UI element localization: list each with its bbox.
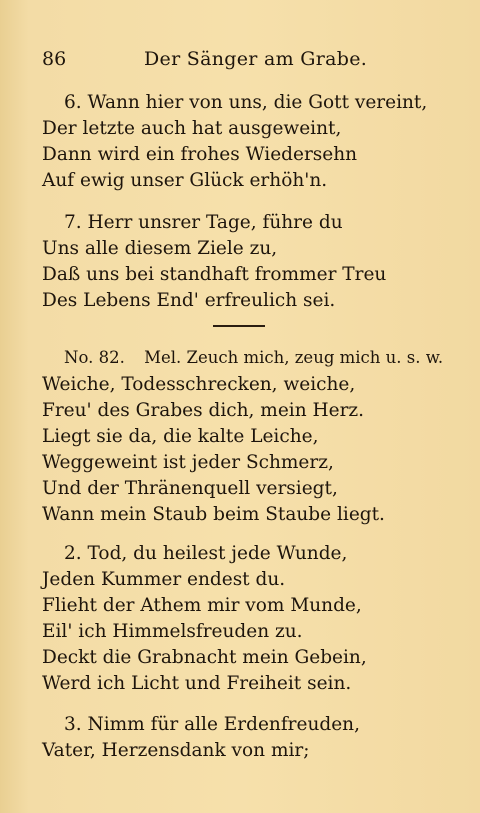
verse-line: 6. Wann hier von uns, die Gott vereint,	[64, 92, 428, 113]
verse-line: Jeden Kummer endest du.	[42, 569, 286, 590]
verse-line: Flieht der Athem mir vom Munde,	[42, 595, 362, 616]
page-number: 86	[42, 48, 67, 70]
hymn-82-stanza-2	[42, 541, 442, 697]
hymn-82-stanza-1	[42, 372, 442, 528]
verse-line: 7. Herr unsrer Tage, führe du	[64, 212, 343, 233]
verse-line: Wann mein Staub beim Staube liegt.	[42, 504, 385, 525]
verse-line: 2. Tod, du heilest jede Wunde,	[64, 543, 348, 564]
verse-line: Weggeweint ist jeder Schmerz,	[42, 452, 334, 473]
verse-line: 3. Nimm für alle Erdenfreuden,	[64, 714, 360, 735]
section-divider	[213, 325, 265, 327]
verse-line: Dann wird ein frohes Wiedersehn	[42, 144, 358, 165]
hymn-number: No. 82.	[64, 348, 125, 367]
verse-line: Liegt sie da, die kalte Leiche,	[42, 426, 319, 447]
hymn-header	[64, 344, 444, 372]
verse-line: Uns alle diesem Ziele zu,	[42, 238, 278, 259]
verse-line: Der letzte auch hat ausgeweint,	[42, 118, 342, 139]
verse-line: Werd ich Licht und Freiheit sein.	[42, 673, 352, 694]
verse-line: Weiche, Todesschrecken, weiche,	[42, 374, 356, 395]
stanza-7	[42, 210, 442, 314]
hymn-melody: Mel. Zeuch mich, zeug mich u. s. w.	[144, 348, 444, 367]
verse-line: Daß uns bei standhaft frommer Treu	[42, 264, 387, 285]
running-title: Der Sänger am Grabe.	[144, 48, 368, 70]
verse-line: Des Lebens End' erfreulich sei.	[42, 290, 336, 311]
verse-line: Auf ewig unser Glück erhöh'n.	[42, 170, 328, 191]
verse-line: Freu' des Grabes dich, mein Herz.	[42, 400, 365, 421]
verse-line: Deckt die Grabnacht mein Gebein,	[42, 647, 367, 668]
verse-line: Eil' ich Himmelsfreuden zu.	[42, 621, 303, 642]
stanza-6	[42, 90, 442, 194]
verse-line: Und der Thränenquell versiegt,	[42, 478, 338, 499]
hymn-82-stanza-3	[42, 712, 442, 764]
page-header	[42, 48, 368, 76]
verse-line: Vater, Herzensdank von mir;	[42, 740, 310, 761]
